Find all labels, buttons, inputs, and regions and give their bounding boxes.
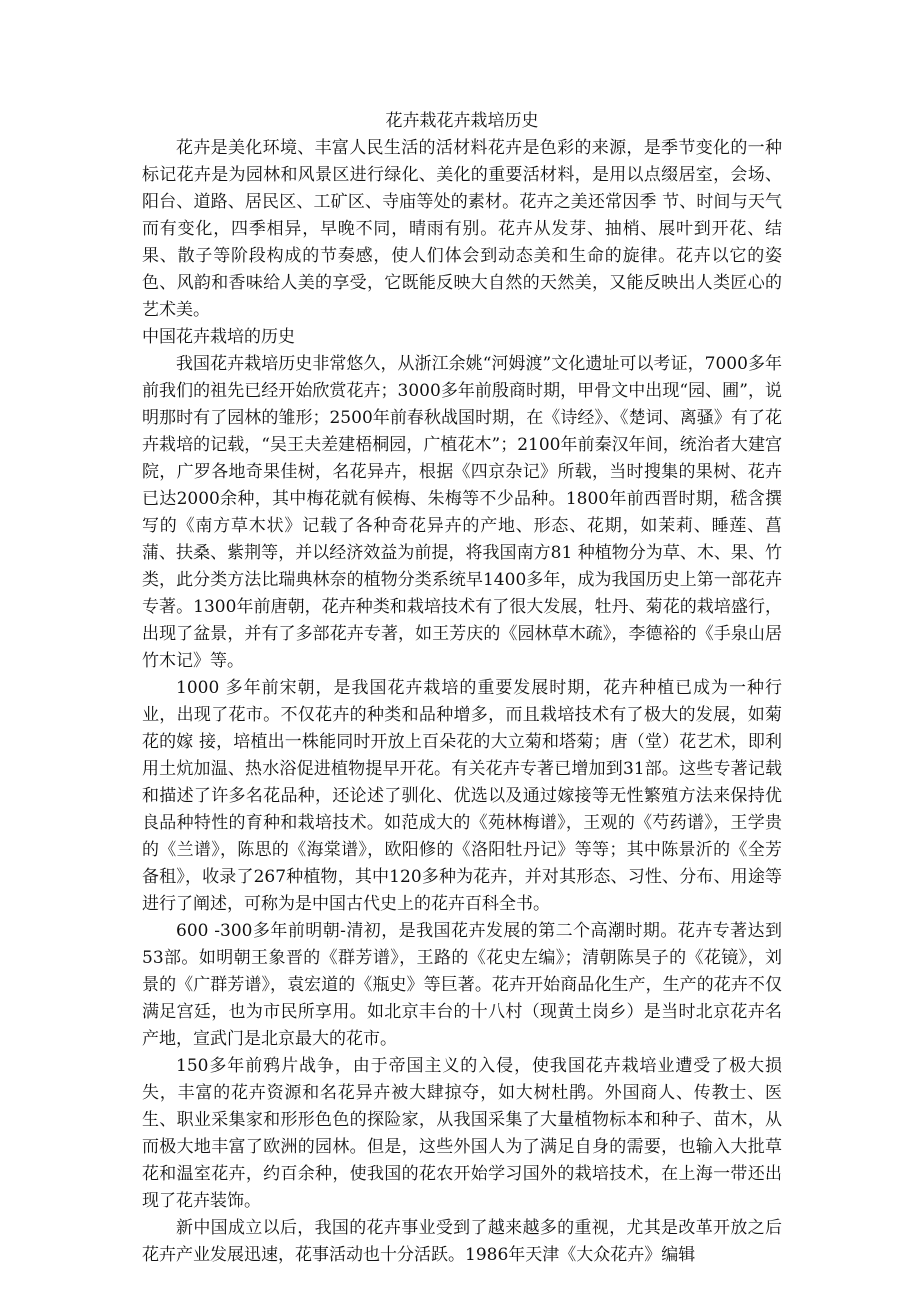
history-paragraph-ancient: 我国花卉栽培历史非常悠久，从浙江余姚“河姆渡”文化遗址可以考证，7000多年前我们的祖先已经开始欣赏花卉；3000多年前殷商时期，甲骨文中出现“园、圃”，说明那时有了园林的雏形；2500年前春秋战国时期，在《诗经》、《楚词、离骚》有了花卉栽培的记载，“吴王夫差建梧桐园，广植花木”；2100年前秦汉年间，统治者大建宫院，广罗各地奇果佳树，名花异卉，根据《四京杂记》所载，当时搜集的果树、花卉已达2000余种，其中梅花就有候梅、朱梅等不少品种。1800年前西晋时期，嵇含撰写的《南方草木状》记载了各种奇花异卉的产地、形态、花期，如茉莉、睡莲、菖蒲、扶桑、紫荆等，并以经济效益为前提，将我国南方81 种植物分为草、木、果、竹类，此分类方法比瑞典林奈的植物分类系统早1400多年，成为我国历史上第一部花卉专著。1300年前唐朝，花卉种类和栽培技术有了很大发展，牡丹、菊花的栽培盛行，出现了盆景，并有了多部花卉专著，如王芳庆的《园林草木疏》，李德裕的《手泉山居竹木记》等。 [142,354,782,671]
intro-paragraph: 花卉是美化环境、丰富人民生活的活材料花卉是色彩的来源，是季节变化的一种标记花卉是为园林和风景区进行绿化、美化的重要活材料，是用以点缀居室，会场、阳台、道路、居民区、工矿区、寺庙等处的素材。花卉之美还常因季 节、时间与天气而有变化，四季相异，早晚不同，晴雨有别。花卉从发芽、抽梢、展叶到开花、结果、散子等阶段构成的节奏感，使人们体会到动态美和生命的旋律。花卉以它的姿色、风韵和香味给人美的享受，它既能反映大自然的天然美，又能反映出人类匠心的艺术美。 [142,138,782,320]
history-paragraph-opium-war: 150多年前鸦片战争，由于帝国主义的入侵，使我国花卉栽培业遭受了极大损失，丰富的花卉资源和名花异卉被大肆掠夺，如大树杜鹃。外国商人、传教士、医生、职业采集家和形形色色的探险家，从我国采集了大量植物标本和种子、苗木，从而极大地丰富了欧洲的园林。但是，这些外国人为了满足自身的需要，也输入大批草花和温室花卉，约百余种，使我国的花农开始学习国外的栽培技术，在上海一带还出现了花卉装饰。 [142,1056,782,1211]
section-heading: 中国花卉栽培的历史 [142,327,295,347]
document-title: 花卉栽花卉栽培历史 [385,111,539,131]
document-page [142,108,782,1269]
history-paragraph-new-china: 新中国成立以后，我国的花卉事业受到了越来越多的重视，尤其是改革开放之后花卉产业发展迅速，花事活动也十分活跃。1986年天津《大众花卉》编辑 [142,1218,782,1265]
history-paragraph-ming-qing: 600 -300多年前明朝-清初，是我国花卉发展的第二个高潮时期。花卉专著达到53部。如明朝王象晋的《群芳谱》，王路的《花史左编》；清朝陈昊子的《花镜》，刘景的《广群芳谱》，袁宏道的《瓶史》等巨著。花卉开始商品化生产，生产的花卉不仅满足宫廷，也为市民所享用。如北京丰台的十八村（现黄土岗乡）是当时北京花卉名产地，宣武门是北京最大的花市。 [142,921,782,1049]
history-paragraph-song: 1000 多年前宋朝，是我国花卉栽培的重要发展时期，花卉种植已成为一种行业，出现了花市。不仅花卉的种类和品种增多，而且栽培技术有了极大的发展，如菊花的嫁 接，培植出一株能同时开放上百朵花的大立菊和塔菊；唐（堂）花艺术，即利用土炕加温、热水浴促进植物提早开花。有关花卉专著已增加到31部。这些专著记载 和描述了许多名花品种，还论述了驯化、优选以及通过嫁接等无性繁殖方法来保持优良品种特性的育种和栽培技术。如范成大的《苑林梅谱》，王观的《芍药谱》，王学贵的《兰谱》，陈思的《海棠谱》，欧阳修的《洛阳牡丹记》等等；其中陈景沂的《全芳备租》，收录了267种植物，其中120多种为花卉，并对其形态、习性、分布、用途等进行了阐述，可称为是中国古代史上的花卉百科全书。 [142,678,782,914]
